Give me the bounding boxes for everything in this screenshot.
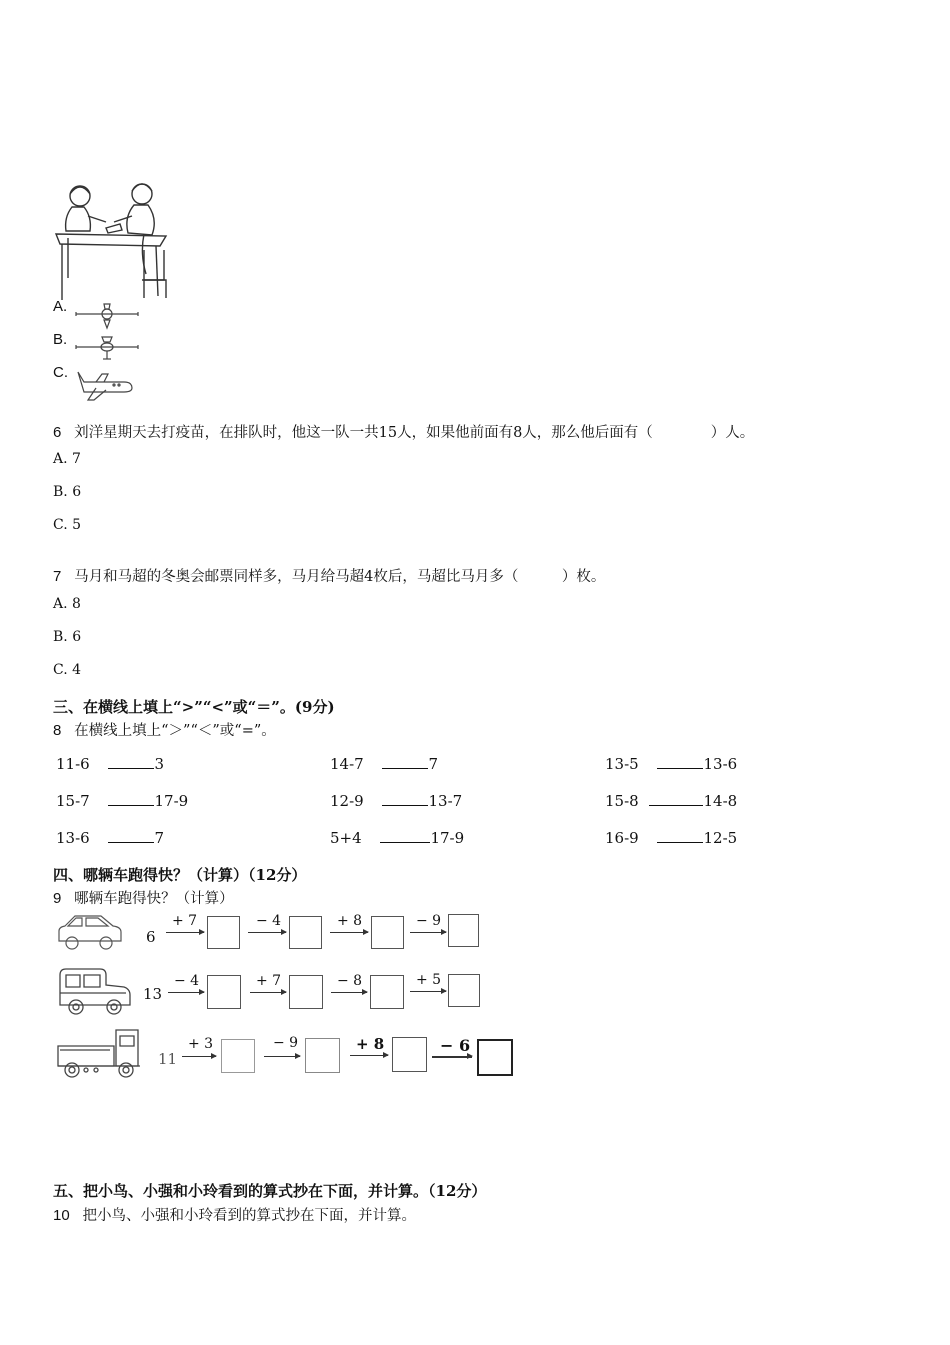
section-5-heading: 五、把小鸟、小强和小玲看到的算式抄在下面，并计算。（12分） xyxy=(53,1182,487,1200)
question-number: 8 xyxy=(53,722,62,739)
q5-option-b[interactable] xyxy=(53,331,67,348)
answer-box[interactable] xyxy=(392,1037,427,1072)
operation-label: + 5 xyxy=(416,972,442,988)
comparison-item[interactable] xyxy=(330,754,438,773)
arrow-icon xyxy=(331,992,367,993)
start-number: 13 xyxy=(143,985,163,1003)
operation-label: − 9 xyxy=(416,913,442,929)
q6-option-a[interactable]: A. 7 xyxy=(53,451,81,467)
left-expression: 15-7 xyxy=(56,792,90,810)
children-at-table-illustration xyxy=(52,180,177,302)
start-number: 11 xyxy=(158,1050,178,1068)
operation-label: − 4 xyxy=(256,913,282,929)
arrow-icon xyxy=(432,1056,472,1058)
arrow-icon xyxy=(410,932,446,933)
operation-label: − 8 xyxy=(337,973,363,989)
option-label: B. xyxy=(53,331,68,348)
question-number: 7 xyxy=(53,568,62,585)
operation-label: + 7 xyxy=(256,973,282,989)
left-expression: 14-7 xyxy=(330,755,364,773)
jeep-icon xyxy=(56,965,134,1017)
arrow-icon xyxy=(248,932,286,933)
left-expression: 13-5 xyxy=(605,755,639,773)
question-number: 9 xyxy=(53,890,62,907)
question-text: 马月和马超的冬奥会邮票同样多，马月给马超4枚后，马超比马月多（ ）枚。 xyxy=(74,569,606,585)
operation-label: − 9 xyxy=(273,1035,299,1051)
left-expression: 5+4 xyxy=(330,829,362,847)
q7-option-b[interactable]: B. 6 xyxy=(53,629,82,645)
section-4-heading: 四、哪辆车跑得快？（计算）（12分） xyxy=(53,866,307,884)
question-number: 6 xyxy=(53,424,62,441)
operation-label: − 4 xyxy=(174,973,200,989)
arrow-icon xyxy=(330,932,368,933)
answer-blank[interactable] xyxy=(108,754,154,769)
answer-blank[interactable] xyxy=(657,828,703,843)
q5-option-c[interactable] xyxy=(53,364,68,381)
answer-blank[interactable] xyxy=(108,791,154,806)
answer-blank[interactable] xyxy=(380,828,430,843)
right-expression: 12-5 xyxy=(703,829,738,847)
plane-side-view-icon xyxy=(74,366,134,402)
question-text: 刘洋星期天去打疫苗，在排队时，他这一队一共15人，如果他前面有8人，那么他后面有（ ）人。 xyxy=(74,425,755,441)
q7-option-a[interactable]: A. 8 xyxy=(53,596,81,612)
question-9 xyxy=(53,887,234,908)
operation-label: + 3 xyxy=(188,1036,214,1052)
option-label: A. xyxy=(53,298,68,315)
answer-box[interactable] xyxy=(448,914,479,947)
answer-blank[interactable] xyxy=(657,754,703,769)
comparison-item[interactable] xyxy=(56,828,164,847)
right-expression: 7 xyxy=(154,829,165,847)
right-expression: 17-9 xyxy=(154,792,189,810)
answer-box[interactable] xyxy=(371,916,404,949)
comparison-item[interactable] xyxy=(56,791,188,810)
comparison-item[interactable] xyxy=(330,828,464,847)
answer-box[interactable] xyxy=(207,916,240,949)
comparison-item[interactable] xyxy=(605,791,737,810)
left-expression: 16-9 xyxy=(605,829,639,847)
arrow-icon xyxy=(350,1055,388,1056)
question-6 xyxy=(53,421,754,442)
question-text: 哪辆车跑得快？（计算） xyxy=(74,891,234,907)
start-number: 6 xyxy=(146,928,156,946)
arrow-icon xyxy=(250,992,286,993)
answer-box[interactable] xyxy=(305,1038,340,1073)
plane-front-view-icon xyxy=(74,300,140,330)
right-expression: 17-9 xyxy=(430,829,465,847)
q6-option-c[interactable]: C. 5 xyxy=(53,517,82,533)
answer-box[interactable] xyxy=(370,975,404,1009)
answer-box[interactable] xyxy=(289,975,323,1009)
operation-label: − 6 xyxy=(440,1036,471,1055)
comparison-item[interactable] xyxy=(605,754,737,773)
answer-box[interactable] xyxy=(221,1039,255,1073)
answer-box[interactable] xyxy=(448,974,480,1007)
left-expression: 13-6 xyxy=(56,829,90,847)
car-icon xyxy=(56,913,124,953)
right-expression: 13-7 xyxy=(428,792,463,810)
operation-label: + 8 xyxy=(337,913,363,929)
arrow-icon xyxy=(182,1056,216,1057)
answer-blank[interactable] xyxy=(382,791,428,806)
answer-box[interactable] xyxy=(477,1039,513,1076)
right-expression: 7 xyxy=(428,755,439,773)
operation-label: + 7 xyxy=(172,913,198,929)
arrow-icon xyxy=(264,1056,300,1057)
question-number: 10 xyxy=(53,1207,70,1224)
answer-box[interactable] xyxy=(289,916,322,949)
operation-label: + 8 xyxy=(356,1035,385,1053)
q7-option-c[interactable]: C. 4 xyxy=(53,662,82,678)
section-3-heading: 三、在横线上填上“>”“<”或“＝”。(9分) xyxy=(53,698,335,716)
question-8 xyxy=(53,719,276,740)
answer-blank[interactable] xyxy=(382,754,428,769)
question-text: 在横线上填上“＞”“＜”或“=”。 xyxy=(74,723,276,739)
comparison-item[interactable] xyxy=(330,791,462,810)
answer-box[interactable] xyxy=(207,975,241,1009)
question-7 xyxy=(53,565,605,586)
right-expression: 14-8 xyxy=(703,792,738,810)
left-expression: 11-6 xyxy=(56,755,90,773)
comparison-item[interactable] xyxy=(605,828,737,847)
plane-top-view-icon xyxy=(74,333,140,363)
arrow-icon xyxy=(166,932,204,933)
arrow-icon xyxy=(168,992,204,993)
right-expression: 3 xyxy=(154,755,165,773)
option-label: C. xyxy=(53,364,68,381)
answer-blank[interactable] xyxy=(649,791,703,806)
left-expression: 15-8 xyxy=(605,792,639,810)
q5-option-a[interactable] xyxy=(53,298,67,315)
arrow-icon xyxy=(410,991,446,992)
truck-icon xyxy=(54,1026,146,1082)
question-text: 把小鸟、小强和小玲看到的算式抄在下面，并计算。 xyxy=(82,1208,416,1224)
answer-blank[interactable] xyxy=(108,828,154,843)
comparison-item[interactable] xyxy=(56,754,164,773)
left-expression: 12-9 xyxy=(330,792,364,810)
question-10 xyxy=(53,1204,416,1225)
right-expression: 13-6 xyxy=(703,755,738,773)
q6-option-b[interactable]: B. 6 xyxy=(53,484,82,500)
